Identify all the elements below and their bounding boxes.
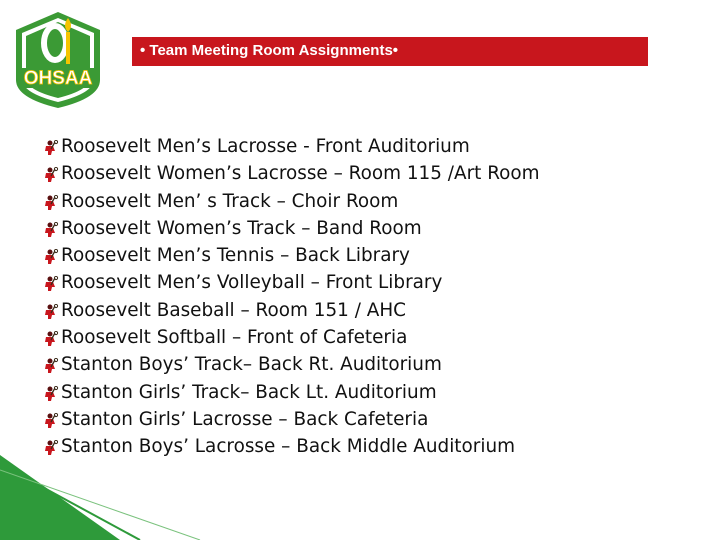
lacrosse-player-icon bbox=[42, 140, 61, 156]
assignment-text: Roosevelt Men’s Lacrosse - Front Auditorium bbox=[61, 136, 470, 157]
slide-title: • Team Meeting Room Assignments• bbox=[132, 37, 648, 66]
list-item bbox=[42, 242, 540, 269]
assignment-text: Roosevelt Baseball – Room 151 / AHC bbox=[61, 299, 407, 321]
corner-decoration bbox=[0, 450, 720, 540]
list-item bbox=[42, 215, 540, 242]
list-item bbox=[42, 160, 540, 187]
list-item bbox=[42, 351, 540, 378]
assignment-text: Roosevelt Men’s Tennis – Back Library bbox=[61, 245, 410, 267]
list-item bbox=[42, 269, 540, 296]
assignment-text: Stanton Boys’ Lacrosse – Back Middle Auditorium bbox=[61, 436, 516, 458]
list-item bbox=[42, 188, 540, 215]
list-item bbox=[42, 406, 540, 433]
lacrosse-player-icon bbox=[42, 222, 61, 238]
lacrosse-player-icon bbox=[42, 413, 61, 429]
list-item bbox=[42, 379, 540, 406]
svg-text:OHSAA: OHSAA bbox=[23, 68, 93, 89]
assignment-text: Stanton Girls’ Lacrosse – Back Cafeteria bbox=[61, 408, 429, 430]
assignment-text: Roosevelt Women’s Lacrosse – Room 115 /Art Room bbox=[61, 163, 540, 185]
assignment-text: Stanton Girls’ Track– Back Lt. Auditorium bbox=[61, 381, 437, 403]
lacrosse-player-icon bbox=[42, 276, 61, 292]
list-item bbox=[42, 297, 540, 324]
assignment-text: Roosevelt Men’ s Track – Choir Room bbox=[61, 190, 399, 212]
lacrosse-player-icon bbox=[42, 167, 61, 183]
assignment-list bbox=[42, 133, 540, 461]
lacrosse-player-icon bbox=[42, 358, 61, 374]
list-item bbox=[42, 133, 540, 160]
lacrosse-player-icon bbox=[42, 249, 61, 265]
list-item bbox=[42, 324, 540, 351]
ohsaa-logo bbox=[8, 10, 108, 110]
assignment-text: Roosevelt Women’s Track – Band Room bbox=[61, 217, 422, 239]
lacrosse-player-icon bbox=[42, 386, 61, 402]
lacrosse-player-icon bbox=[42, 331, 61, 347]
lacrosse-player-icon bbox=[42, 304, 61, 320]
lacrosse-player-icon bbox=[42, 195, 61, 211]
assignment-text: Roosevelt Softball – Front of Cafeteria bbox=[61, 327, 408, 349]
assignment-text: Stanton Boys’ Track– Back Rt. Auditorium bbox=[61, 354, 442, 376]
assignment-text: Roosevelt Men’s Volleyball – Front Library bbox=[61, 272, 443, 294]
